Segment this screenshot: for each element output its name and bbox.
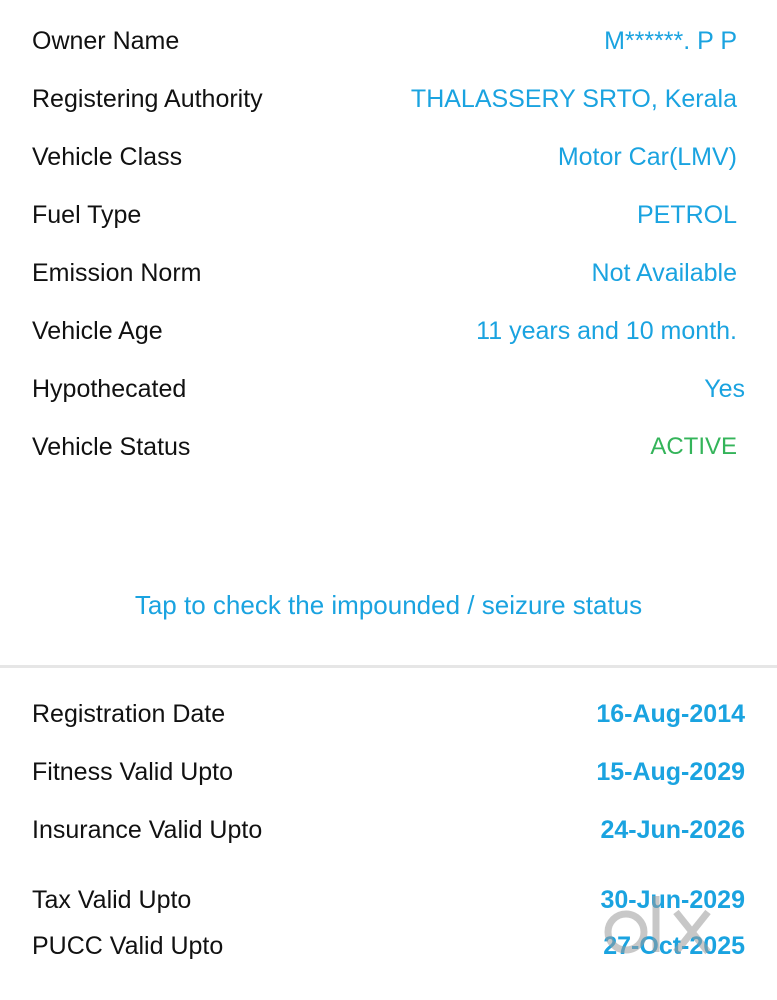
registration-date-label: Registration Date <box>32 700 226 728</box>
fitness-valid-row <box>0 752 777 792</box>
vehicle-class-label: Vehicle Class <box>32 143 183 171</box>
olx-logo-icon <box>600 878 720 968</box>
fuel-type-value: PETROL <box>636 201 737 229</box>
registering-authority-label: Registering Authority <box>32 85 263 113</box>
vehicle-status-row <box>0 427 777 467</box>
fitness-valid-value: 15-Aug-2029 <box>596 758 745 786</box>
hypothecated-row <box>0 369 777 409</box>
registration-date-row <box>0 694 777 734</box>
vehicle-age-label: Vehicle Age <box>32 317 163 345</box>
owner-name-row <box>0 21 777 61</box>
pucc-valid-label: PUCC Valid Upto <box>32 932 224 960</box>
registration-date-value: 16-Aug-2014 <box>596 700 745 728</box>
seizure-status-link[interactable]: Tap to check the impounded / seizure status <box>134 590 643 620</box>
section-divider <box>0 665 777 668</box>
registering-authority-value: THALASSERY SRTO, Kerala <box>410 85 737 113</box>
vehicle-class-value: Motor Car(LMV) <box>557 143 737 171</box>
emission-norm-row <box>0 253 777 293</box>
insurance-valid-row <box>0 810 777 850</box>
owner-name-label: Owner Name <box>32 27 180 55</box>
registering-authority-row <box>0 79 777 119</box>
fitness-valid-label: Fitness Valid Upto <box>32 758 234 786</box>
fuel-type-label: Fuel Type <box>32 201 142 229</box>
emission-norm-value: Not Available <box>591 259 737 287</box>
insurance-valid-label: Insurance Valid Upto <box>32 816 263 844</box>
emission-norm-label: Emission Norm <box>32 259 202 287</box>
vehicle-class-row <box>0 137 777 177</box>
vehicle-status-badge: ACTIVE <box>650 433 737 460</box>
vehicle-age-row <box>0 311 777 351</box>
tax-valid-value: 30-Jun-2029 <box>600 886 745 914</box>
tax-valid-label: Tax Valid Upto <box>32 886 192 914</box>
vehicle-age-value: 11 years and 10 month. <box>476 317 737 345</box>
owner-name-value: M******. P P <box>604 27 737 55</box>
pucc-valid-value: 27-Oct-2025 <box>603 932 745 960</box>
fuel-type-row <box>0 195 777 235</box>
hypothecated-value: Yes <box>704 375 745 403</box>
insurance-valid-value: 24-Jun-2026 <box>600 816 745 844</box>
vehicle-status-label: Vehicle Status <box>32 433 191 461</box>
hypothecated-label: Hypothecated <box>32 375 187 403</box>
